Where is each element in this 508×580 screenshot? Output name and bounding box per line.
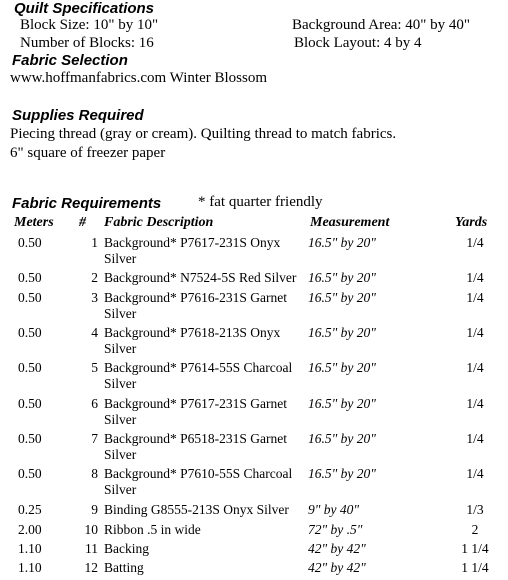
fabric-selection-heading: Fabric Selection bbox=[12, 52, 128, 69]
col-header-num: # bbox=[79, 215, 86, 230]
row-measurement: 16.5" by 20" bbox=[308, 396, 376, 411]
row-measurement: 16.5" by 20" bbox=[308, 466, 376, 481]
row-number: 10 bbox=[84, 522, 98, 537]
row-number: 4 bbox=[91, 325, 98, 340]
fat-quarter-note: * fat quarter friendly bbox=[198, 194, 323, 210]
row-description: Background* N7524-5S Red Silver bbox=[104, 270, 297, 285]
row-meters: 0.50 bbox=[18, 431, 42, 446]
row-yards: 1/4 bbox=[466, 466, 484, 481]
row-description: Background* P7617-231S Onyx Silver bbox=[104, 235, 281, 266]
block-size: Block Size: 10" by 10" bbox=[20, 17, 159, 33]
background-area: Background Area: 40" by 40" bbox=[292, 17, 471, 33]
row-description: Binding G8555-213S Onyx Silver bbox=[104, 502, 289, 517]
supplies-heading: Supplies Required bbox=[12, 107, 144, 124]
row-meters: 0.50 bbox=[18, 466, 42, 481]
quilt-specs-heading: Quilt Specifications bbox=[14, 0, 155, 17]
row-description: Ribbon .5 in wide bbox=[104, 522, 201, 537]
row-meters: 0.50 bbox=[18, 235, 42, 250]
row-yards: 1/4 bbox=[466, 270, 484, 285]
row-meters: 0.50 bbox=[18, 396, 42, 411]
row-meters: 0.25 bbox=[18, 502, 42, 517]
row-description: Background* P6518-231S Garnet Silver bbox=[104, 431, 287, 462]
row-description: Backing bbox=[104, 541, 149, 556]
row-meters: 0.50 bbox=[18, 325, 42, 340]
row-measurement: 16.5" by 20" bbox=[308, 360, 376, 375]
row-description: Batting bbox=[104, 560, 144, 575]
row-measurement: 16.5" by 20" bbox=[308, 290, 376, 305]
row-measurement: 9" by 40" bbox=[308, 502, 360, 517]
col-header-measurement: Measurement bbox=[310, 215, 390, 230]
row-measurement: 16.5" by 20" bbox=[308, 270, 376, 285]
row-yards: 1/4 bbox=[466, 360, 484, 375]
row-number: 8 bbox=[91, 466, 98, 481]
row-yards: 1/4 bbox=[466, 235, 484, 250]
row-yards: 1/4 bbox=[466, 325, 484, 340]
row-number: 11 bbox=[85, 541, 98, 556]
row-measurement: 16.5" by 20" bbox=[308, 235, 376, 250]
row-yards: 1 1/4 bbox=[461, 541, 489, 556]
col-header-description: Fabric Description bbox=[104, 215, 214, 230]
row-meters: 0.50 bbox=[18, 360, 42, 375]
row-meters: 1.10 bbox=[18, 560, 42, 575]
row-description: Background* P7617-231S Garnet Silver bbox=[104, 396, 287, 427]
row-number: 1 bbox=[91, 235, 98, 250]
col-header-yards: Yards bbox=[455, 215, 488, 230]
fabric-requirements-heading: Fabric Requirements bbox=[12, 195, 162, 212]
row-number: 9 bbox=[91, 502, 98, 517]
col-header-meters: Meters bbox=[14, 215, 54, 230]
row-number: 12 bbox=[84, 560, 98, 575]
row-yards: 1/3 bbox=[466, 502, 484, 517]
row-measurement: 42" by 42" bbox=[308, 541, 366, 556]
row-description: Background* P7616-231S Garnet Silver bbox=[104, 290, 287, 321]
supplies-line-1: Piecing thread (gray or cream). Quilting thread to match fabrics. bbox=[10, 126, 397, 142]
row-yards: 1/4 bbox=[466, 431, 484, 446]
row-number: 3 bbox=[91, 290, 98, 305]
row-meters: 0.50 bbox=[18, 290, 42, 305]
block-layout: Block Layout: 4 by 4 bbox=[294, 35, 422, 51]
row-number: 7 bbox=[91, 431, 98, 446]
row-yards: 2 bbox=[471, 522, 479, 537]
row-measurement: 16.5" by 20" bbox=[308, 431, 376, 446]
row-description: Background* P7614-55S Charcoal Silver bbox=[104, 360, 293, 391]
row-number: 6 bbox=[91, 396, 98, 411]
row-description: Background* P7618-213S Onyx Silver bbox=[104, 325, 281, 356]
number-of-blocks: Number of Blocks: 16 bbox=[20, 35, 154, 51]
row-measurement: 72" by .5" bbox=[308, 522, 363, 537]
row-meters: 0.50 bbox=[18, 270, 42, 285]
row-measurement: 16.5" by 20" bbox=[308, 325, 376, 340]
row-yards: 1 1/4 bbox=[461, 560, 489, 575]
row-yards: 1/4 bbox=[466, 396, 484, 411]
row-description: Background* P7610-55S Charcoal Silver bbox=[104, 466, 293, 497]
fabric-selection-text: www.hoffmanfabrics.com Winter Blossom bbox=[10, 70, 267, 86]
row-meters: 1.10 bbox=[18, 541, 42, 556]
row-number: 5 bbox=[91, 360, 98, 375]
supplies-line-2: 6" square of freezer paper bbox=[10, 145, 166, 161]
row-measurement: 42" by 42" bbox=[308, 560, 366, 575]
row-yards: 1/4 bbox=[466, 290, 484, 305]
row-number: 2 bbox=[91, 270, 98, 285]
row-meters: 2.00 bbox=[18, 522, 42, 537]
